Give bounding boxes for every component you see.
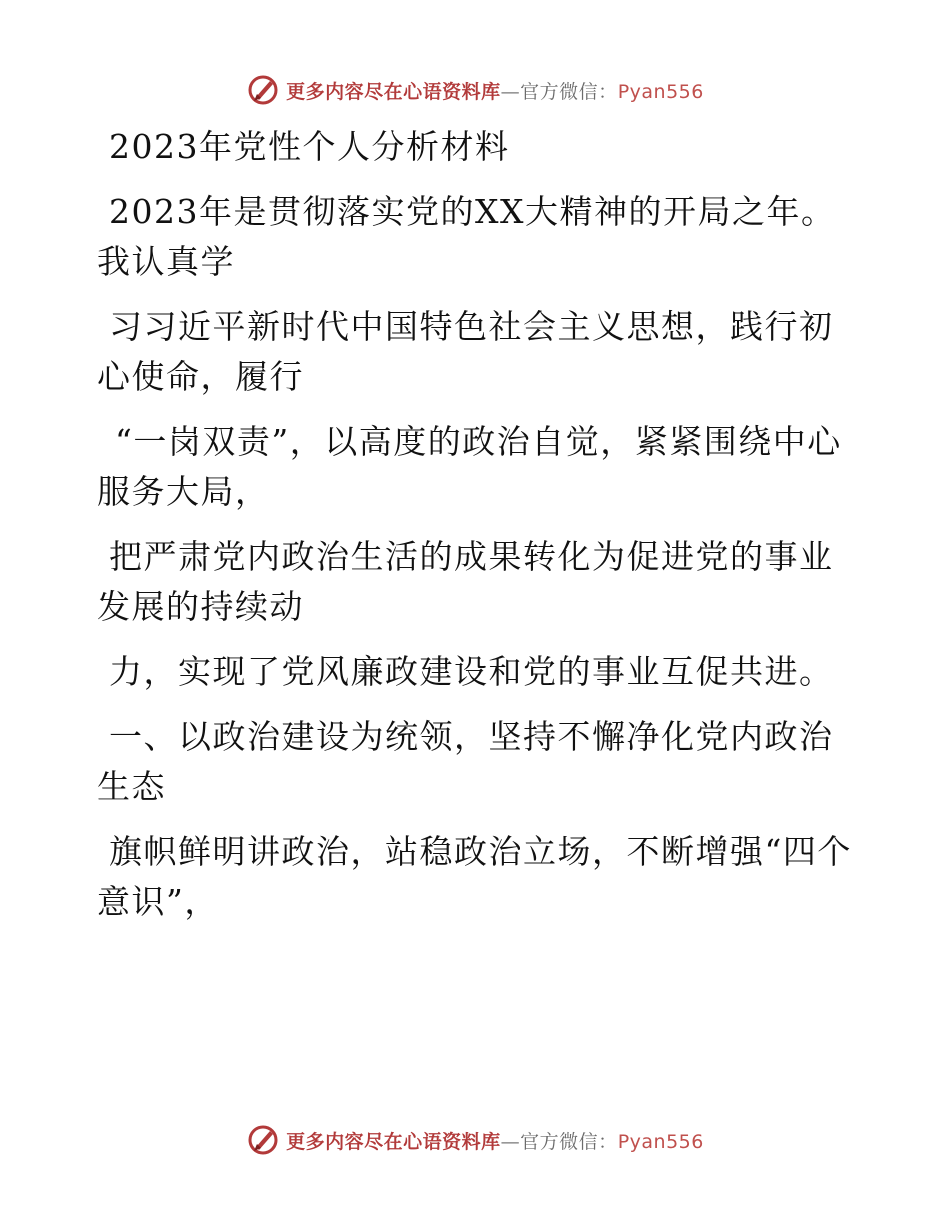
watermark-label: 官方微信： [520,1130,618,1153]
watermark-label: 官方微信： [520,80,618,103]
watermark-text [286,1127,704,1154]
section-heading-1: 一、以政治建设为统领，坚持不懈净化党内政治生态 [97,717,834,806]
pen-nib-circle-icon [246,1123,280,1157]
watermark-text [286,77,704,104]
header-watermark [0,70,950,110]
paragraph-3: “一岗双责”，以高度的政治自觉，紧紧围绕中心服务大局， [97,422,842,511]
paragraph-1: 2023年是贯彻落实党的XX大精神的开局之年。我认真学 [97,192,836,281]
pen-nib-circle-icon [246,73,280,107]
watermark-id: Pyan556 [617,1130,704,1153]
paragraph-5: 力，实现了党风廉政建设和党的事业互促共进。 [109,652,834,691]
paragraph-6: 旗帜鲜明讲政治，站稳政治立场，不断增强“四个意识”， [97,832,852,921]
watermark-brand: 更多内容尽在心语资料库 [286,80,501,103]
document-title: 2023年党性个人分析材料 [109,127,510,166]
watermark-dash: — [500,1130,521,1153]
paragraph-4: 把严肃党内政治生活的成果转化为促进党的事业发展的持续动 [97,537,834,626]
document-body [97,122,857,942]
watermark-dash: — [500,80,521,103]
footer-watermark [0,1120,950,1160]
watermark-id: Pyan556 [617,80,704,103]
paragraph-2: 习习近平新时代中国特色社会主义思想，践行初心使命，履行 [97,307,834,396]
watermark-brand: 更多内容尽在心语资料库 [286,1130,501,1153]
